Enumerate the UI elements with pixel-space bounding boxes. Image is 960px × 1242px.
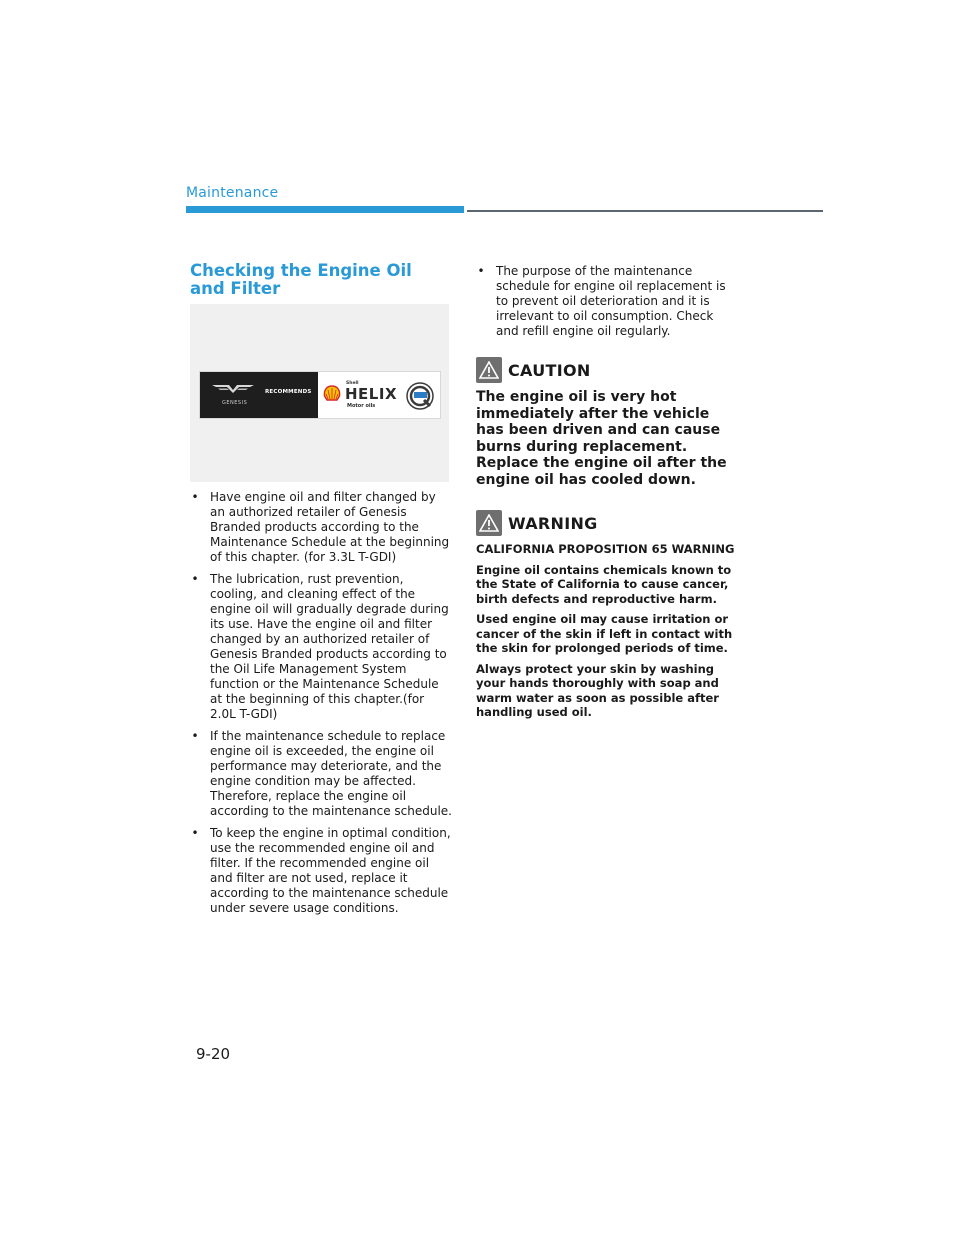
bullet-icon: • [477, 264, 485, 278]
warning-paragraph: Always protect your skin by washing your hands thoroughly with soap and warm water as soon as possible after handling used oil. [476, 661, 719, 719]
header-accent-rule [186, 206, 464, 213]
section-title: Checking the Engine Oil and Filter [190, 261, 412, 298]
genesis-wings-icon [210, 381, 256, 395]
bullet-icon: • [191, 729, 199, 743]
genesis-wordmark: GENESIS [222, 400, 248, 406]
quality-seal-icon [405, 381, 435, 411]
warning-paragraph: Used engine oil may cause irritation or cancer of the skin if left in contact with the skin for prolonged periods of time. [476, 612, 733, 655]
list-item: • To keep the engine in optimal condition, use the recommended engine oil and filter. If the recommended engine oil and filter are not used, replace it according to the maintenance schedule under severe usage conditions. [191, 826, 451, 915]
left-column [190, 262, 452, 923]
page-number: 9-20 [196, 1045, 231, 1063]
recommends-label: RECOMMENDS [265, 389, 312, 395]
caution-text: The engine oil is very hot immediately after the vehicle has been driven and can cause burns during replacement. Replace the engine oil after the engine oil has cooled down. [476, 389, 727, 488]
right-column [476, 264, 738, 726]
section-label: Maintenance [186, 185, 279, 201]
caution-header [476, 357, 738, 383]
warning-paragraph: Engine oil contains chemicals known to the State of California to cause cancer, birth defects and reproductive harm. [476, 562, 732, 606]
helix-wordmark: HELIX [345, 385, 398, 403]
list-item: • If the maintenance schedule to replace engine oil is exceeded, the engine oil performance may deteriorate, and the engine condition may be affected. Therefore, replace the engine oil according to the maintenance schedule. [191, 729, 452, 818]
list-item: • The lubrication, rust prevention, cooling, and cleaning effect of the engine oil will gradually degrade during its use. Have the engine oil and filter changed by an authorized retailer of Genesis Branded products according to the Oil Life Management System function or the Maintenance Schedule at the beginning of this chapter.(for 2.0L T-GDI) [191, 572, 449, 721]
right-bullet-list [476, 264, 738, 339]
shell-helix-panel [318, 372, 440, 418]
header-divider-rule [467, 210, 823, 212]
warning-heading: CALIFORNIA PROPOSITION 65 WARNING [476, 542, 735, 556]
bullet-icon: • [191, 826, 199, 840]
oil-recommendation-figure [190, 304, 449, 482]
list-item: • The purpose of the maintenance schedule for engine oil replacement is to prevent oil deterioration and it is irrelevant to oil consumption. Check and refill engine oil regularly. [477, 264, 726, 338]
warning-triangle-icon [476, 510, 502, 536]
warning-header [476, 510, 738, 536]
genesis-panel [200, 372, 318, 418]
list-item: • Have engine oil and filter changed by an authorized retailer of Genesis Branded products according to the Maintenance Schedule at the beginning of this chapter. (for 3.3L T-GDI) [191, 490, 450, 564]
left-bullet-list [190, 490, 452, 916]
bullet-icon: • [191, 572, 199, 586]
warning-triangle-icon [476, 357, 502, 383]
caution-label: CAUTION [508, 360, 591, 380]
shell-pecten-icon [323, 385, 341, 403]
warning-label: WARNING [508, 513, 598, 533]
bullet-icon: • [191, 490, 199, 504]
shell-small-label: Shell [346, 381, 359, 386]
motor-oils-label: Motor oils [347, 403, 376, 409]
recommendation-badge [199, 371, 441, 419]
